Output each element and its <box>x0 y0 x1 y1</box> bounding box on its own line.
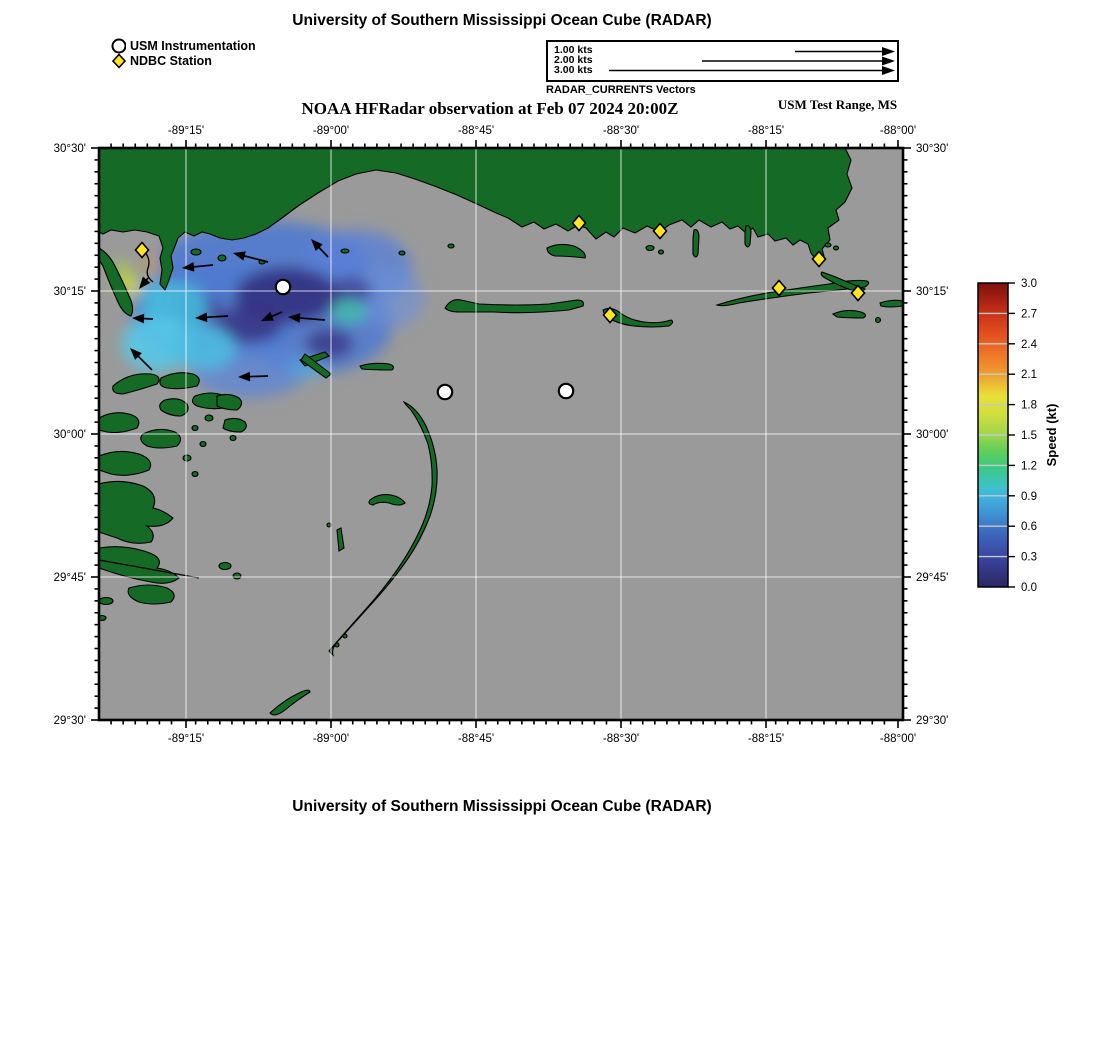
svg-text:1.8: 1.8 <box>1021 399 1037 412</box>
usm-station-marker <box>438 385 452 399</box>
svg-text:-88°45': -88°45' <box>457 733 495 745</box>
usm-circle-icon <box>113 40 126 53</box>
svg-text:-88°45': -88°45' <box>457 125 495 137</box>
vector-scale-2kt-label: 2.00 kts <box>554 54 593 66</box>
region-label: USM Test Range, MS <box>777 97 898 112</box>
legend-usm-label: USM Instrumentation <box>130 39 256 53</box>
svg-text:-89°00': -89°00' <box>312 125 350 137</box>
svg-text:0.9: 0.9 <box>1021 490 1037 503</box>
islet <box>834 246 839 250</box>
footer-title: University of Southern Mississippi Ocean Cube (RADAR) <box>292 798 712 815</box>
islet <box>646 246 654 251</box>
islet <box>218 255 226 261</box>
colorbar-axis-label: Speed (kt) <box>1044 403 1059 467</box>
svg-text:2.7: 2.7 <box>1021 308 1037 321</box>
svg-text:-88°30': -88°30' <box>602 733 640 745</box>
usm-station-marker <box>559 384 573 398</box>
svg-text:2.4: 2.4 <box>1021 338 1037 351</box>
svg-text:-88°15': -88°15' <box>747 733 785 745</box>
svg-text:-89°15': -89°15' <box>167 125 205 137</box>
svg-text:1.2: 1.2 <box>1021 460 1037 473</box>
map-plot <box>53 125 949 745</box>
marsh <box>223 418 246 432</box>
marsh <box>141 429 181 448</box>
islet <box>341 249 349 253</box>
marsh-islet <box>219 563 231 570</box>
marsh-islet <box>192 472 198 477</box>
islet <box>825 243 831 247</box>
svg-text:-89°00': -89°00' <box>312 733 350 745</box>
svg-text:1.5: 1.5 <box>1021 430 1037 442</box>
svg-text:-88°15': -88°15' <box>747 125 785 137</box>
svg-text:29°30': 29°30' <box>916 715 949 727</box>
islet <box>335 643 339 647</box>
marsh-islet <box>205 415 213 421</box>
svg-text:2.1: 2.1 <box>1021 369 1037 382</box>
vector-scale-1kt-label: 1.00 kts <box>554 44 593 56</box>
marsh-islet <box>183 455 191 461</box>
vector-scale-3kt-label: 3.00 kts <box>554 64 593 76</box>
marsh-islet <box>230 436 236 441</box>
islet <box>343 634 347 638</box>
svg-text:-88°30': -88°30' <box>602 125 640 137</box>
marsh-islet <box>233 573 241 579</box>
svg-text:30°30': 30°30' <box>53 143 86 155</box>
vector-scale-box <box>546 40 899 82</box>
ndbc-diamond-icon <box>113 55 125 68</box>
marsh-islet <box>99 598 113 605</box>
colorbar <box>960 270 1100 610</box>
usm-station-marker <box>276 280 290 294</box>
svg-text:29°30': 29°30' <box>53 715 86 727</box>
island-round <box>693 230 699 257</box>
svg-text:3.0: 3.0 <box>1021 278 1037 290</box>
vector-scale-caption: RADAR_CURRENTS Vectors <box>546 84 696 96</box>
svg-text:29°45': 29°45' <box>53 572 86 584</box>
svg-text:-88°00': -88°00' <box>879 125 917 137</box>
map-subtitle: NOAA HFRadar observation at Feb 07 2024 20:00Z <box>301 99 679 118</box>
island-ship <box>360 363 393 370</box>
svg-text:-88°00': -88°00' <box>879 733 917 745</box>
svg-text:30°15': 30°15' <box>53 286 86 298</box>
marsh-islet <box>200 442 206 447</box>
svg-text:30°15': 30°15' <box>916 286 949 298</box>
page-title: University of Southern Mississippi Ocean Cube (RADAR) <box>292 12 712 29</box>
vector-scale-arrows <box>548 42 897 80</box>
svg-text:30°30': 30°30' <box>916 143 949 155</box>
legend-ndbc-label: NDBC Station <box>130 54 212 68</box>
svg-text:0.0: 0.0 <box>1021 582 1037 594</box>
marsh <box>99 413 139 433</box>
svg-text:29°45': 29°45' <box>916 572 949 584</box>
islet <box>399 251 405 255</box>
islet <box>876 318 881 323</box>
legend-symbols <box>104 36 126 72</box>
svg-text:-89°15': -89°15' <box>167 733 205 745</box>
islet <box>659 250 664 254</box>
svg-text:0.3: 0.3 <box>1021 551 1037 564</box>
islet <box>191 249 201 255</box>
marsh-islet <box>192 426 198 431</box>
island-right-edge <box>880 300 903 307</box>
island-sliver <box>745 226 751 247</box>
svg-text:30°00': 30°00' <box>53 429 86 441</box>
svg-text:30°00': 30°00' <box>916 429 949 441</box>
svg-text:0.6: 0.6 <box>1021 521 1037 534</box>
islet <box>448 244 454 248</box>
